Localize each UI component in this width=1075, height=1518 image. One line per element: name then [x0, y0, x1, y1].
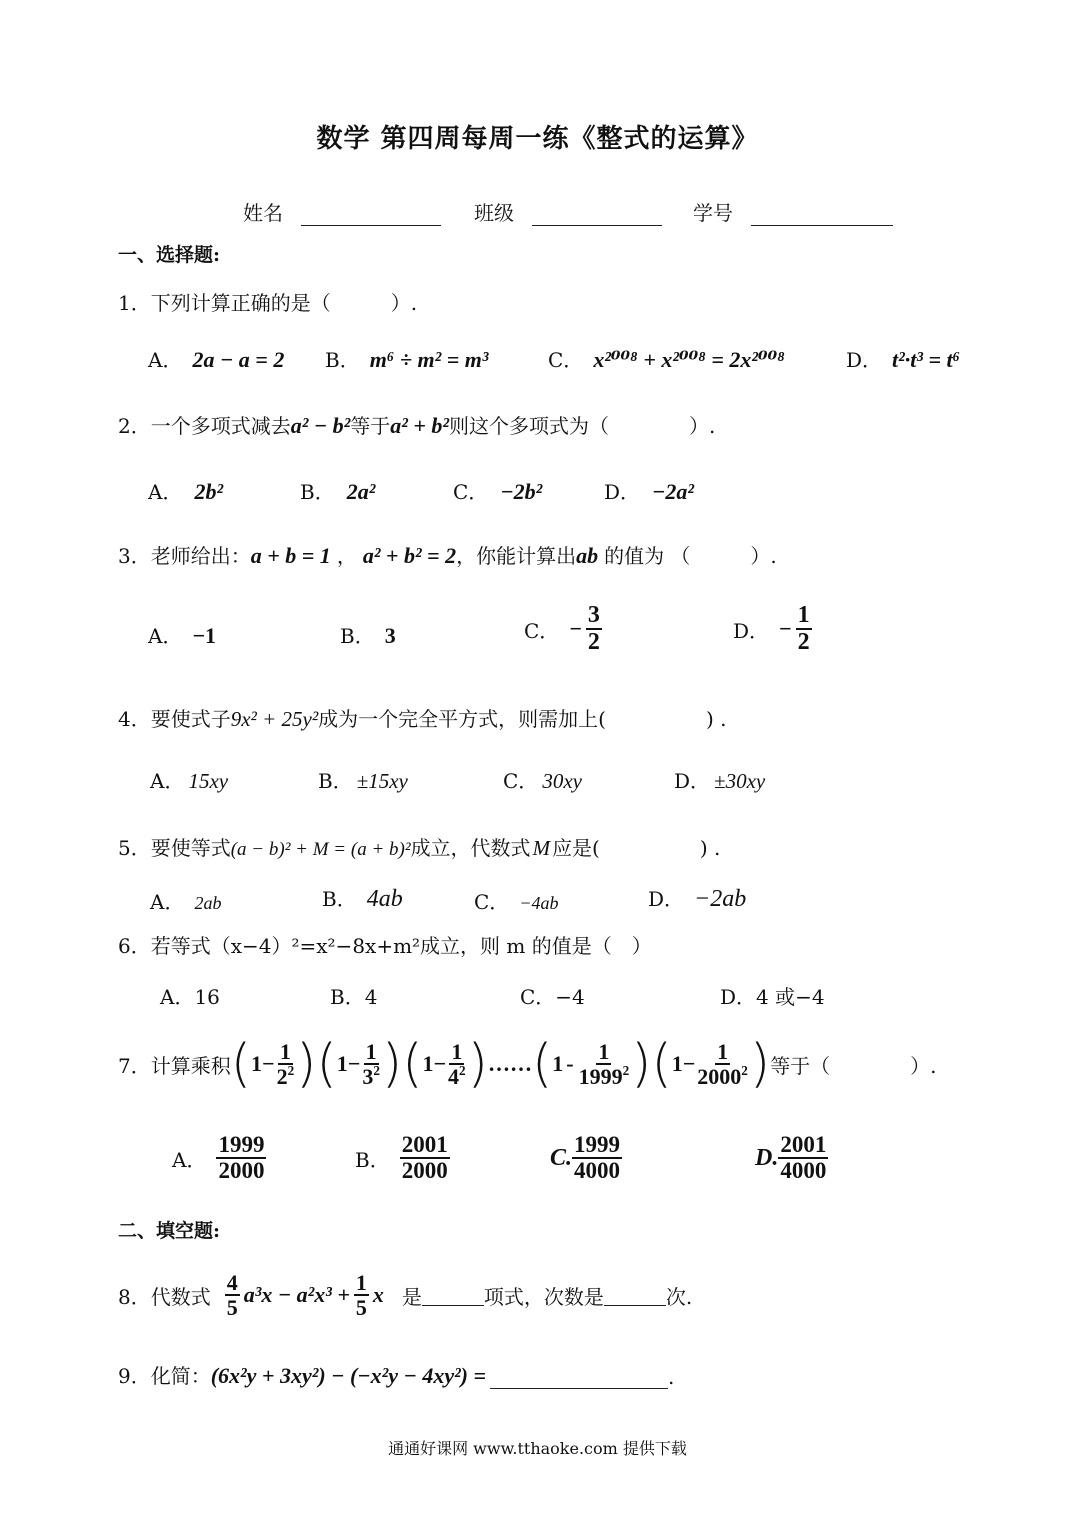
fraction-numerator: 2001	[400, 1133, 450, 1159]
q3-expr1: a + b = 1	[250, 543, 331, 568]
q4-option-c[interactable]	[503, 765, 582, 794]
q5-option-b-expr: 4ab	[366, 886, 403, 912]
fraction-numerator: 1	[451, 1038, 463, 1064]
q2-expr1: a² − b²	[290, 413, 351, 438]
denominator-exponent: 2	[287, 1062, 295, 1078]
q3-option-d[interactable]	[733, 603, 812, 655]
q8-expr: a³x − a²x³ +	[243, 1282, 350, 1307]
q9-end: .	[668, 1365, 675, 1389]
q8-prefix: 8．代数式	[118, 1284, 211, 1309]
q2-option-c-label: C．	[453, 480, 489, 504]
left-paren: (	[651, 1034, 672, 1094]
q2-option-a[interactable]	[148, 476, 223, 505]
name-label: 姓名	[243, 201, 283, 225]
q5-prefix: 5．要使等式	[118, 836, 231, 860]
q1-option-c-expr: x²⁰⁰⁸ + x²⁰⁰⁸ = 2x²⁰⁰⁸	[593, 347, 785, 372]
q1-option-b-expr: m⁶ ÷ m² = m³	[369, 347, 489, 372]
fraction-denominator	[577, 1062, 632, 1089]
q2-option-b-label: B．	[300, 480, 335, 504]
section-heading-fill: 二、填空题:	[118, 1220, 221, 1242]
fraction-numerator: 1	[598, 1038, 610, 1064]
q7-minus: −	[347, 1051, 361, 1076]
fraction-numerator: 1999	[572, 1133, 622, 1159]
q7-option-d-fraction	[778, 1133, 828, 1183]
fraction-denominator	[275, 1062, 297, 1089]
q2-option-c[interactable]	[453, 476, 542, 505]
denominator-base: 3	[362, 1064, 374, 1089]
q2-option-b-expr: 2a²	[346, 479, 376, 504]
q7-option-a[interactable]	[172, 1133, 266, 1183]
fraction-denominator: 5	[355, 1295, 367, 1320]
q7-option-c-fraction	[572, 1133, 622, 1183]
q4-option-a[interactable]	[150, 765, 228, 794]
q7-option-a-fraction	[216, 1133, 266, 1183]
q1-option-b-label: B．	[325, 348, 360, 372]
footer-credit: 通通好课网 www.tthaoke.com 提供下载	[388, 1439, 687, 1458]
q5-expr: (a − b)² + M = (a + b)²	[230, 839, 411, 860]
question-4-stem	[118, 703, 726, 732]
q7-term3-fraction	[446, 1040, 468, 1088]
left-paren: (	[402, 1034, 423, 1094]
q8-var: x	[372, 1282, 384, 1307]
q8-mid: 项式，次数是	[483, 1284, 604, 1309]
right-paren: )	[381, 1034, 403, 1094]
q5-option-c[interactable]	[474, 886, 558, 915]
q8-blank-1[interactable]	[422, 1285, 484, 1306]
q9-prefix: 9．化简：	[118, 1364, 211, 1388]
fraction-denominator: 5	[226, 1295, 238, 1320]
q4-option-b-label: B．	[318, 769, 353, 793]
q3-option-b-label: B．	[340, 624, 375, 648]
page-title: 数学 第四周每周一练《整式的运算》	[316, 124, 759, 154]
q4-expr: 9x² + 25y²	[230, 707, 319, 731]
q7-minus: −	[262, 1051, 275, 1076]
q7-option-b-label: B．	[355, 1147, 390, 1172]
q4-option-c-expr: 30xy	[542, 769, 582, 793]
denominator-exponent: 2	[622, 1062, 630, 1078]
q3-mid: ，你能计算出	[456, 544, 577, 568]
question-8-stem	[118, 1265, 692, 1325]
q1-option-d[interactable]	[846, 344, 960, 373]
q2-expr2: a² + b²	[390, 413, 449, 438]
number-field	[693, 197, 893, 226]
q7-term1-fraction	[275, 1040, 297, 1088]
name-blank[interactable]	[301, 201, 441, 226]
number-blank[interactable]	[751, 201, 893, 226]
right-paren: )	[467, 1034, 488, 1094]
class-blank[interactable]	[532, 201, 662, 226]
q8-is: 是	[401, 1284, 422, 1309]
q7-option-b[interactable]	[355, 1133, 450, 1183]
q2-mid: 等于	[350, 414, 391, 438]
fraction-numerator: 3	[586, 603, 602, 630]
q2-option-d-label: D．	[604, 480, 641, 504]
q3-sep: ，	[336, 544, 357, 568]
q3-expr2: a² + b² = 2	[362, 543, 457, 568]
q7-dash: -	[566, 1051, 574, 1076]
q7-suffix: 等于（ ）.	[770, 1053, 937, 1078]
q5-option-a[interactable]	[150, 886, 221, 915]
q3-option-d-label: D．	[733, 618, 770, 643]
q4-option-d-expr: ±30xy	[714, 769, 766, 793]
denominator-base: 2000	[697, 1064, 742, 1089]
fraction-denominator: 4000	[780, 1158, 827, 1184]
q7-one: 1	[671, 1051, 683, 1076]
q2-option-d-expr: −2a²	[652, 479, 694, 504]
q2-option-a-expr: 2b²	[194, 479, 224, 504]
fraction-numerator: 1	[279, 1038, 291, 1064]
left-paren: (	[230, 1034, 252, 1094]
fraction-denominator: 2000	[218, 1158, 265, 1184]
q7-ellipsis: ……	[487, 1051, 532, 1076]
fraction-numerator: 1	[717, 1038, 729, 1064]
q8-blank-2[interactable]	[604, 1285, 666, 1306]
q5-option-c-label: C．	[474, 890, 510, 914]
fraction-numerator: 1999	[216, 1133, 266, 1159]
q5-suffix: 应是( ) .	[552, 836, 721, 860]
denominator-exponent: 2	[741, 1062, 748, 1078]
q7-one: 1	[336, 1051, 348, 1076]
q4-option-d[interactable]	[674, 765, 765, 794]
q3-option-c-sign: −	[569, 616, 582, 642]
left-paren: (	[531, 1034, 553, 1094]
q1-option-d-label: D．	[846, 348, 883, 372]
right-paren: )	[749, 1034, 771, 1094]
fraction-denominator: 2	[587, 629, 600, 656]
q1-option-a-expr: 2a − a = 2	[192, 347, 285, 372]
number-label: 学号	[693, 201, 733, 225]
q6-option-d[interactable]: D．4 或−4	[720, 985, 825, 1009]
q6-option-c[interactable]: C．−4	[520, 985, 585, 1009]
fraction-denominator	[446, 1062, 468, 1089]
q4-prefix: 4．要使式子	[118, 707, 231, 731]
q2-option-a-label: A．	[148, 480, 183, 504]
q8-fraction-2	[354, 1271, 369, 1319]
q4-option-c-label: C．	[503, 769, 539, 793]
denominator-base: 2	[276, 1064, 288, 1089]
q3-option-a-label: A．	[148, 624, 183, 648]
q4-option-a-expr: 15xy	[188, 769, 229, 793]
right-paren: )	[296, 1034, 317, 1094]
q4-option-b-expr: ±15xy	[356, 769, 408, 793]
q2-option-d[interactable]	[604, 476, 694, 505]
question-7-stem	[118, 1028, 937, 1100]
q1-option-c-label: C．	[548, 348, 584, 372]
q2-option-c-expr: −2b²	[500, 479, 543, 504]
q6-option-a[interactable]: A．16	[160, 985, 220, 1009]
q7-option-d-label: D.	[755, 1144, 779, 1171]
q5-option-c-expr: −4ab	[519, 893, 559, 913]
q2-option-b[interactable]	[300, 476, 375, 505]
q7-option-a-label: A．	[172, 1147, 207, 1172]
q2-suffix: 则这个多项式为（ ）.	[449, 414, 716, 438]
q1-option-d-expr: t²·t³ = t⁶	[892, 347, 961, 372]
fraction-numerator: 1	[796, 603, 812, 630]
fraction-denominator	[695, 1062, 750, 1089]
q5-var: M	[532, 836, 551, 860]
fraction-denominator	[360, 1062, 382, 1089]
fraction-numerator: 2001	[778, 1133, 828, 1159]
fraction-denominator: 2000	[401, 1158, 448, 1184]
q2-prefix: 2．一个多项式减去	[118, 414, 291, 438]
q7-option-b-fraction	[400, 1133, 450, 1183]
q6-option-b[interactable]: B．4	[330, 985, 378, 1009]
q7-one: 1	[422, 1051, 434, 1076]
q7-term2-fraction	[360, 1040, 382, 1088]
q3-option-c[interactable]	[524, 603, 602, 655]
q7-one: 1	[552, 1051, 564, 1076]
q5-option-d[interactable]	[648, 883, 746, 913]
fraction-numerator: 4	[226, 1269, 238, 1295]
q7-option-d[interactable]	[755, 1133, 828, 1183]
denominator-exponent: 2	[373, 1062, 380, 1078]
q5-option-b-label: B．	[322, 887, 357, 911]
left-paren: (	[316, 1034, 337, 1094]
q3-option-d-fraction	[796, 603, 812, 655]
q1-option-a-label: A．	[148, 348, 183, 372]
q8-fraction-1	[225, 1271, 240, 1319]
denominator-exponent: 2	[459, 1062, 466, 1078]
q4-option-d-label: D．	[674, 769, 711, 793]
q7-minus: −	[433, 1051, 447, 1076]
q3-option-c-label: C．	[524, 618, 560, 643]
class-label: 班级	[474, 201, 514, 225]
fraction-numerator: 1	[355, 1269, 367, 1295]
q4-option-a-label: A．	[150, 769, 185, 793]
fraction-denominator: 4000	[574, 1158, 621, 1184]
question-2-stem	[118, 410, 715, 439]
q1-option-a[interactable]	[148, 344, 284, 373]
q3-option-a-expr: −1	[192, 623, 216, 648]
q1-option-b[interactable]	[325, 344, 489, 373]
q9-expr: (6x²y + 3xy²) − (−x²y − 4xy²) =	[210, 1363, 487, 1388]
q3-option-d-sign: −	[779, 616, 792, 642]
q3-option-a[interactable]	[148, 620, 216, 649]
q8-end: 次.	[665, 1284, 693, 1309]
question-5-stem	[118, 832, 720, 861]
q7-option-c[interactable]	[550, 1133, 622, 1183]
denominator-base: 4	[448, 1064, 460, 1089]
q5-option-a-expr: 2ab	[194, 893, 222, 913]
right-paren: )	[631, 1034, 652, 1094]
q7-term4-fraction	[577, 1040, 632, 1088]
q3-suffix: 的值为 （ ）.	[604, 544, 777, 568]
fraction-denominator: 2	[797, 629, 810, 656]
q5-option-d-expr: −2ab	[694, 886, 747, 912]
section-heading-choice: 一、选择题:	[118, 244, 221, 266]
question-1-stem: 1．下列计算正确的是（ ）.	[118, 291, 418, 315]
q7-minus: −	[682, 1051, 696, 1076]
q7-option-c-label: C.	[550, 1144, 573, 1171]
q3-option-c-fraction	[586, 603, 602, 655]
q5-option-d-label: D．	[648, 887, 685, 911]
q7-prefix: 7．计算乘积	[118, 1053, 231, 1078]
q7-one: 1	[251, 1051, 263, 1076]
question-6-stem: 6．若等式（x−4）²=x²−8x+m²成立，则 m 的值是（ ）	[118, 934, 652, 958]
class-field	[474, 197, 662, 226]
question-9-stem	[118, 1360, 674, 1389]
q5-option-a-label: A．	[150, 890, 185, 914]
q3-option-b[interactable]	[340, 620, 396, 649]
q3-expr3: ab	[576, 543, 599, 568]
q5-mid: 成立，代数式	[410, 836, 531, 860]
q3-prefix: 3．老师给出：	[118, 544, 251, 568]
q7-term5-fraction	[695, 1040, 750, 1088]
denominator-base: 1999	[578, 1064, 623, 1089]
question-3-stem	[118, 540, 777, 569]
fraction-numerator: 1	[365, 1038, 377, 1064]
q4-option-b[interactable]	[318, 765, 408, 794]
q3-option-b-expr: 3	[384, 623, 396, 648]
q1-option-c[interactable]	[548, 344, 785, 373]
q9-blank[interactable]	[490, 1368, 668, 1389]
q4-suffix: 成为一个完全平方式，则需加上( ) .	[318, 707, 727, 731]
name-field	[243, 197, 441, 226]
q5-option-b[interactable]	[322, 883, 403, 913]
